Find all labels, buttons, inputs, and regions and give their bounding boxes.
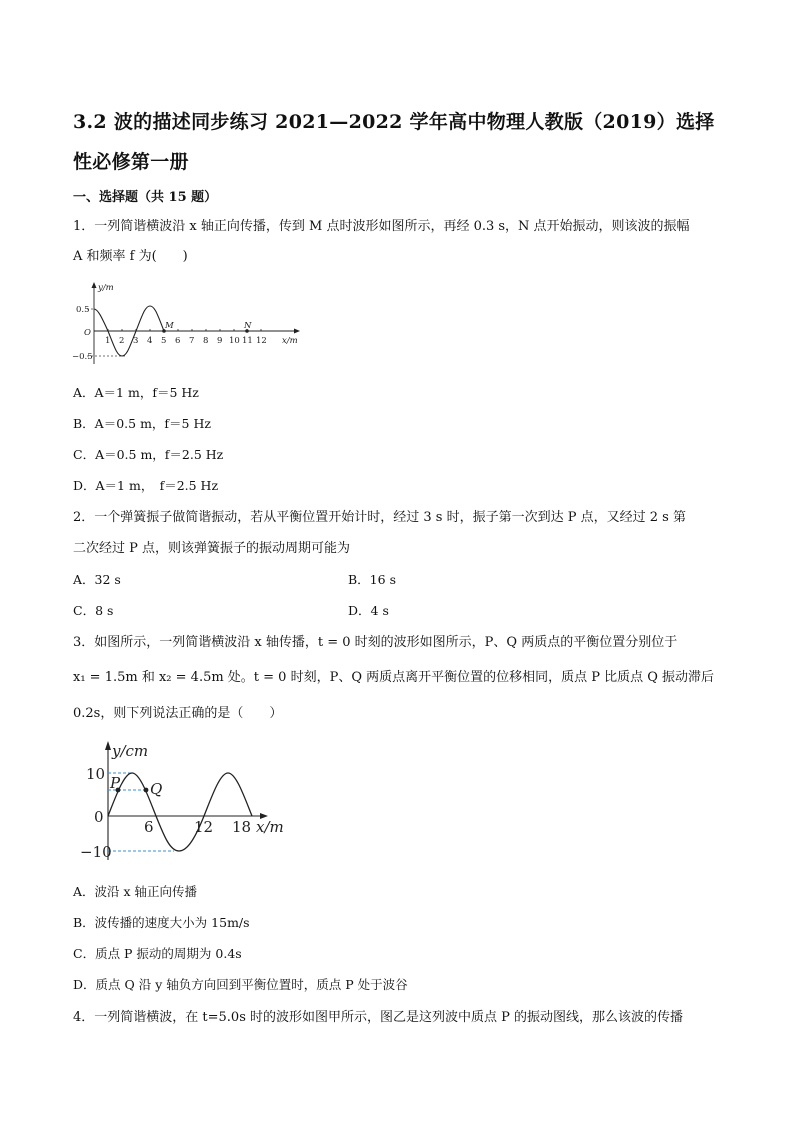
q2-text-line-1: 2．一个弹簧振子做简谐振动，若从平衡位置开始计时，经过 3 s 时，振子第一次到达 P 点，又经过 2 s 第	[73, 510, 686, 525]
q1-tick-label: 4	[147, 336, 153, 346]
q1-y-axis-label: y/m	[98, 283, 114, 293]
q3-option-c: C．质点 P 振动的周期为 0.4s	[73, 946, 242, 961]
q1-tick-label: 9	[217, 336, 223, 346]
q1-tick-label: 7	[189, 336, 195, 346]
q3-tick-label: 18	[232, 818, 252, 836]
q3-wave-figure	[80, 738, 300, 866]
q2-option-a: A．32 s	[73, 572, 121, 587]
q3-option-d: D．质点 Q 沿 y 轴负方向回到平衡位置时，质点 P 处于波谷	[73, 977, 408, 992]
q2-option-d: D．4 s	[348, 603, 389, 618]
q1-tick-label: 2	[119, 336, 125, 346]
q1-tick-label: 10	[229, 336, 240, 346]
q3-option-b: B．波传播的速度大小为 15m/s	[73, 915, 250, 930]
q3-point-p-label: P	[110, 774, 121, 792]
q3-option-a: A．波沿 x 轴正向传播	[73, 884, 198, 899]
q3-tick-label: 6	[144, 818, 154, 836]
q1-option-c: C．A＝0.5 m，f＝2.5 Hz	[73, 447, 224, 462]
q1-tick-label: 8	[203, 336, 209, 346]
title-line-1: 3.2 波的描述同步练习 2021—2022 学年高中物理人教版（2019）选择	[73, 111, 715, 133]
q3-tick-label: 12	[194, 818, 214, 836]
q1-x-axis-label: x/m	[282, 336, 298, 346]
q2-text-line-2: 二次经过 P 点，则该弹簧振子的振动周期可能为	[73, 541, 351, 556]
q3-text-line-3: 0.2s，则下列说法正确的是（ ）	[73, 706, 283, 721]
q3-y-axis-label: y/cm	[112, 742, 149, 760]
q1-wave-figure	[72, 280, 312, 370]
q4-text-line-1: 4．一列简谐横波，在 t=5.0s 时的波形如图甲所示，图乙是这列波中质点 P 的振动图线，那么该波的传播	[73, 1010, 684, 1025]
q1-tick-label: 3	[133, 336, 139, 346]
q1-tick-label: 1	[105, 336, 111, 346]
section-heading: 一、选择题（共 15 题）	[73, 190, 218, 205]
q1-option-a: A．A＝1 m，f＝5 Hz	[73, 385, 199, 400]
q3-x-axis-label: x/m	[256, 818, 284, 836]
q3-text-line-1: 3．如图所示，一列简谐横波沿 x 轴传播，t = 0 时刻的波形如图所示，P、Q 两质点的平衡位置分别位于	[73, 635, 678, 650]
q1-y-positive-label: 0.5	[76, 305, 90, 315]
q1-origin-label: O	[84, 328, 91, 338]
q2-option-c: C．8 s	[73, 603, 114, 618]
q1-y-negative-label: −0.5	[72, 352, 93, 362]
title-line-2: 性必修第一册	[73, 151, 189, 173]
q3-y-zero-label: 0	[94, 808, 104, 826]
q3-text-line-2: x₁ = 1.5m 和 x₂ = 4.5m 处。t = 0 时刻，P、Q 两质点离开平衡位置的位移相同，质点 P 比质点 Q 振动滞后	[73, 670, 715, 685]
q1-tick-label: 11	[242, 336, 253, 346]
q3-point-q-label: Q	[150, 780, 163, 798]
q1-point-m-label: M	[165, 321, 174, 331]
q1-point-n-label: N	[244, 321, 252, 331]
q1-tick-label: 5	[161, 336, 167, 346]
q2-option-b: B．16 s	[348, 572, 396, 587]
q1-option-b: B．A＝0.5 m，f＝5 Hz	[73, 416, 211, 431]
q3-y-positive-label: 10	[86, 765, 106, 783]
q1-tick-label: 12	[256, 336, 267, 346]
q1-option-d: D．A＝1 m， f＝2.5 Hz	[73, 478, 219, 493]
q1-text-line-2: A 和频率 f 为( )	[73, 249, 188, 264]
document-title	[73, 102, 733, 182]
q1-tick-label: 6	[175, 336, 181, 346]
q1-text-line-1: 1．一列简谐横波沿 x 轴正向传播，传到 M 点时波形如图所示，再经 0.3 s，N 点开始振动，则该波的振幅	[73, 219, 690, 234]
q3-y-negative-label: −10	[80, 843, 112, 861]
